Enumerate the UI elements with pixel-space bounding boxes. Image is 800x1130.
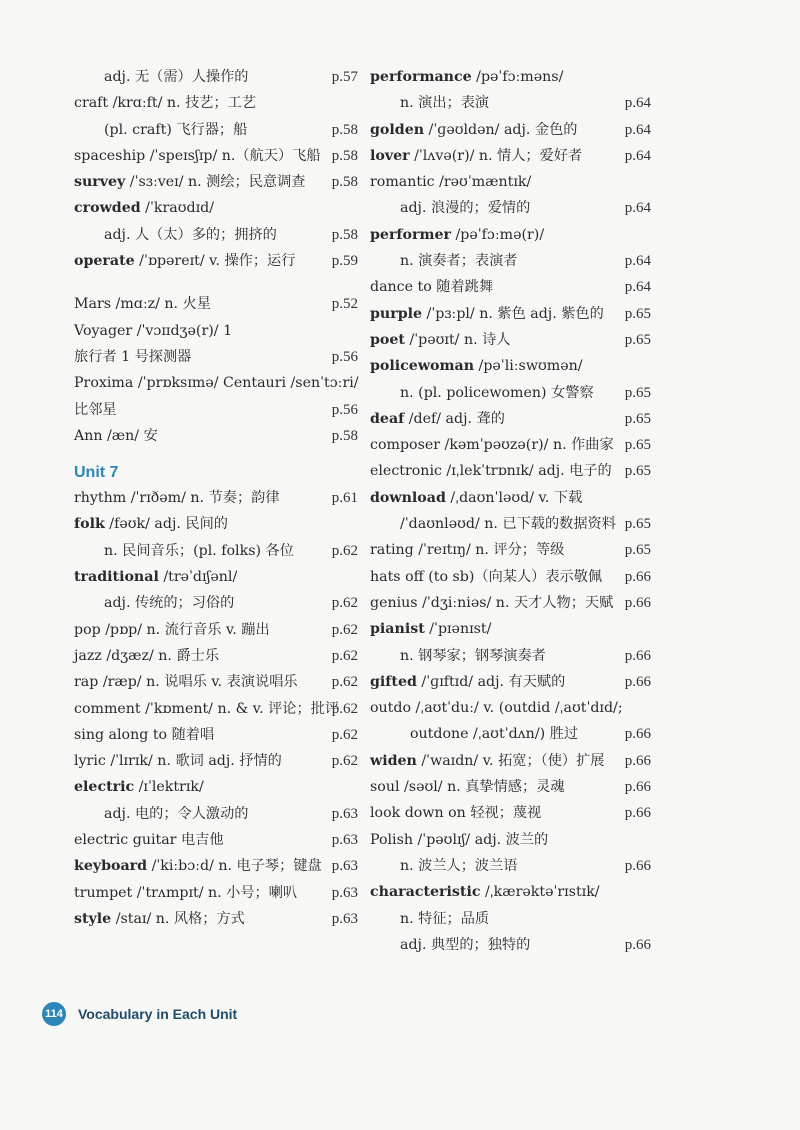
headword: performer [370,226,451,243]
page-reference: p.64 [624,121,651,138]
vocab-entry [74,248,358,274]
vocab-entry [370,274,650,300]
vocab-entry [74,801,358,827]
vocab-entry-text: n. 民间音乐；(pl. folks) 各位 [104,542,294,559]
vocab-entry-text: comment /ˈkɒment/ n. & v. 评论；批评 [74,700,340,717]
page-reference: p.65 [624,305,651,322]
page-reference: p.61 [331,490,358,507]
page-reference: p.66 [624,726,651,743]
vocab-entry [74,169,358,195]
vocab-entry [370,248,650,274]
vocab-entry [370,485,650,511]
page-reference: p.58 [331,226,358,243]
left-column [74,64,359,932]
page-reference: p.64 [624,200,651,217]
page-reference: p.58 [331,174,358,191]
vocab-entry [74,669,358,695]
page-reference: p.65 [624,437,651,454]
page-reference: p.59 [331,253,358,270]
vocab-entry [74,617,358,643]
page-reference: p.52 [331,296,358,313]
vocab-entry-text: look down on 轻视；蔑视 [370,805,542,822]
vocab-entry [74,117,358,143]
left-entry-list [74,64,359,449]
vocab-entry-text: performance /pəˈfɔːməns/ [370,69,564,85]
headword: purple [370,305,423,322]
vocab-entry-text: jazz /dʒæz/ n. 爵士乐 [74,647,220,664]
vocab-entry-text: adj. 浪漫的；爱情的 [400,200,531,217]
vocab-entry [370,169,650,195]
vocab-entry-text: widen /ˈwaɪdn/ v. 拓宽；（使）扩展 [370,752,605,769]
page-reference: p.62 [331,542,358,559]
vocab-entry [74,511,354,537]
vocab-entry [74,696,358,722]
vocab-entry [74,827,358,853]
vocab-entry-text: dance to 随着跳舞 [370,279,494,296]
vocab-entry [370,353,650,379]
vocab-entry-text: n. 钢琴家；钢琴演奏者 [400,647,546,664]
vocab-entry-text: adj. 无（需）人操作的 [104,69,249,85]
vocab-entry-text: 比邻星 [74,401,117,418]
vocab-entry [370,143,650,169]
headword: electric [74,779,135,796]
page-reference: p.64 [624,253,651,270]
vocab-entry [74,538,358,564]
headword: operate [74,253,135,270]
vocab-entry-text: Mars /mɑːz/ n. 火星 [74,296,211,313]
vocab-entry-text: lyric /ˈlɪrɪk/ n. 歌词 adj. 抒情的 [74,753,282,770]
page-reference: p.64 [624,147,651,164]
vocab-entry [370,827,650,853]
vocab-entry-text: trumpet /ˈtrʌmpɪt/ n. 小号；喇叭 [74,884,298,901]
vocab-entry-text: lover /ˈlʌvə(r)/ n. 情人；爱好者 [370,147,583,164]
vocab-entry [74,344,358,370]
vocab-entry-text: electric guitar 电吉他 [74,832,224,849]
vocab-entry [370,537,650,563]
headword: golden [370,121,425,138]
vocab-entry [370,458,650,484]
headword: folk [74,516,105,533]
vocab-entry-text: adj. 人（太）多的；拥挤的 [104,226,277,243]
page-reference: p.62 [331,621,358,638]
vocab-entry-text: policewoman /pəˈliːswʊmən/ [370,358,583,375]
vocab-entry-text: keyboard /ˈkiːbɔːd/ n. 电子琴；键盘 [74,858,322,875]
headword: policewoman [370,358,475,375]
vocab-entry-text: Polish /ˈpəʊlɪʃ/ adj. 波兰的 [370,831,549,848]
vocab-entry-text: spaceship /ˈspeɪsʃɪp/ n.（航天）飞船 [74,147,321,164]
headword: crowded [74,200,141,217]
page-number-badge: 114 [42,1002,66,1026]
vocab-entry [370,616,650,642]
vocab-entry [370,301,650,327]
vocab-entry [74,90,354,116]
page-reference: p.66 [624,594,651,611]
vocab-entry [74,397,358,423]
headword: keyboard [74,858,148,875]
vocab-entry-text: style /staɪ/ n. 风格；方式 [74,910,245,927]
vocab-entry [370,853,650,879]
vocab-entry [74,485,358,511]
footer-title: Vocabulary in Each Unit [78,1006,238,1022]
headword: style [74,910,112,927]
vocab-entry [74,370,359,396]
page-reference: p.63 [331,858,358,875]
headword: deaf [370,410,405,427]
page-reference: p.63 [331,805,358,822]
vocab-entry [74,748,358,774]
vocab-entry [370,721,650,747]
vocab-entry [370,590,650,616]
vocab-entry [370,195,650,221]
page-reference: p.66 [624,647,651,664]
vocab-entry-text: performer /pəˈfɔːmə(r)/ [370,226,545,243]
vocab-entry [370,432,650,458]
page-reference: p.62 [331,700,358,717]
vocab-entry-text: rating /ˈreɪtɪŋ/ n. 评分；等级 [370,542,565,559]
page-reference: p.62 [331,647,358,664]
headword: survey [74,174,126,191]
vocab-entry-text: (pl. craft) 飞行器；船 [104,121,248,138]
vocab-entry [370,64,650,90]
vocab-entry [370,380,650,406]
vocab-entry [370,748,650,774]
vocab-entry-text: adj. 传统的；习俗的 [104,595,235,612]
page-reference: p.65 [624,331,651,348]
page-reference: p.62 [331,753,358,770]
vocab-entry [74,64,358,90]
vocab-entry-text: Proxima /ˈprɒksɪmə/ Centauri /senˈtɔːri/ [74,375,359,392]
vocab-entry-text: craft /krɑːft/ n. 技艺；工艺 [74,95,257,112]
vocab-entry-text: deaf /def/ adj. 聋的 [370,410,505,427]
vocab-entry-text: composer /kəmˈpəʊzə(r)/ n. 作曲家 [370,437,614,454]
vocab-entry-text: rap /ræp/ n. 说唱乐 v. 表演说唱乐 [74,674,298,691]
vocab-entry [74,423,358,449]
page-reference: p.65 [624,542,651,559]
unit-7-entry-list [74,485,358,932]
page-reference: p.66 [624,805,651,822]
vocab-entry-text: adj. 电的；令人激动的 [104,805,249,822]
page-reference: p.62 [331,595,358,612]
page-reference: p.66 [624,857,651,874]
vocab-entry-text: download /ˌdaʊnˈləʊd/ v. 下载 [370,489,583,506]
vocab-entry-text: n. 演奏者；表演者 [400,253,518,270]
vocab-entry-text: n. 特征；品质 [400,910,490,927]
vocab-entry [370,906,650,932]
vocab-entry-text: Voyager /ˈvɔɪɪdʒə(r)/ 1 [74,322,233,339]
page-reference: p.56 [331,348,358,365]
page-reference: p.66 [624,779,651,796]
headword: download [370,489,446,506]
vocab-entry-text: Ann /æn/ 安 [74,427,158,444]
page-reference: p.58 [331,121,358,138]
page-reference: p.63 [331,884,358,901]
page-reference: p.64 [624,279,651,296]
vocab-entry-text: 旅行者 1 号探测器 [74,348,192,365]
vocab-entry [74,291,358,317]
vocab-entry [370,932,650,958]
vocab-entry-text: gifted /ˈɡɪftɪd/ adj. 有天赋的 [370,673,566,690]
vocab-entry [370,695,650,721]
vocab-entry-text: n. 演出；表演 [400,95,490,112]
vocab-entry [370,774,650,800]
vocab-entry [370,117,650,143]
vocab-entry-text: outdo /ˌaʊtˈduː/ v. (outdid /ˌaʊtˈdɪd/; [370,700,623,717]
vocab-entry [74,564,354,590]
vocab-entry-text: /ˈdaʊnləʊd/ n. 已下载的数据资料 [400,516,616,533]
vocab-entry [370,564,650,590]
vocab-entry-text: electric /ɪˈlektrɪk/ [74,779,204,796]
vocab-entry [74,774,354,800]
vocab-entry-text: characteristic /ˌkærəktəˈrɪstɪk/ [370,884,600,901]
page-reference: p.62 [331,674,358,691]
page-reference: p.65 [624,463,651,480]
vocab-entry [370,879,650,905]
vocab-entry [74,643,358,669]
vocab-entry [74,906,358,932]
vocab-entry-text: sing along to 随着唱 [74,726,215,743]
vocab-entry-text: crowded /ˈkraʊdɪd/ [74,200,214,217]
vocab-entry [370,222,650,248]
vocab-entry [370,643,650,669]
page-reference: p.66 [624,673,651,690]
vocab-entry [370,511,650,537]
page-reference: p.56 [331,401,358,418]
vocab-entry [74,222,358,248]
headword: pianist [370,621,425,638]
right-entry-list [370,64,650,958]
page-reference: p.66 [624,568,651,585]
vocab-entry [370,669,650,695]
page-reference: p.66 [624,752,651,769]
vocab-entry-text: n. (pl. policewomen) 女警察 [400,384,594,401]
vocab-entry [74,853,358,879]
vocab-entry [74,722,358,748]
vocab-entry-text: pianist /ˈpɪənɪst/ [370,621,492,638]
vocab-entry-text: traditional /trəˈdɪʃənl/ [74,569,238,586]
page-reference: p.58 [331,147,358,164]
headword: traditional [74,569,159,586]
page-reference: p.63 [331,910,358,927]
vocab-entry-text: electronic /ɪˌlekˈtrɒnɪk/ adj. 电子的 [370,463,612,480]
unit-heading: Unit 7 [74,464,119,482]
headword: performance [370,69,472,85]
vocab-entry [74,590,358,616]
page-reference: p.65 [624,384,651,401]
vocab-entry [74,143,358,169]
headword: widen [370,752,417,769]
vocab-entry [74,195,354,221]
page-reference: p.57 [331,69,358,85]
page-reference: p.65 [624,516,651,533]
headword: gifted [370,673,417,690]
vocab-entry [370,800,650,826]
vocab-entry [370,406,650,432]
vocab-entry [370,90,650,116]
vocab-entry [370,327,650,353]
page-reference: p.63 [331,832,358,849]
vocab-entry-text: adj. 典型的；独特的 [400,936,531,953]
page-reference: p.65 [624,410,651,427]
vocab-entry-text: purple /ˈpɜːpl/ n. 紫色 adj. 紫色的 [370,305,604,322]
vocab-entry-text: pop /pɒp/ n. 流行音乐 v. 蹦出 [74,621,270,638]
vocab-entry-text: outdone /ˌaʊtˈdʌn/) 胜过 [410,726,579,743]
page-reference: p.58 [331,427,358,444]
headword: characteristic [370,884,481,901]
vocab-entry-text: golden /ˈɡəʊldən/ adj. 金色的 [370,121,578,138]
vocab-entry-text: soul /səʊl/ n. 真挚情感；灵魂 [370,779,565,796]
vocab-entry-text: operate /ˈɒpəreɪt/ v. 操作；运行 [74,253,296,270]
headword: poet [370,331,405,348]
page-reference: p.62 [331,726,358,743]
right-column [370,64,650,958]
vocab-entry-text: n. 波兰人；波兰语 [400,857,518,874]
vocab-entry [74,880,358,906]
vocab-entry [74,318,354,344]
vocab-entry-text: folk /fəʊk/ adj. 民间的 [74,516,228,533]
vocab-entry-text: survey /ˈsɜːveɪ/ n. 测绘；民意调查 [74,174,306,191]
vocab-entry-text: poet /ˈpəʊɪt/ n. 诗人 [370,331,511,348]
page-reference: p.66 [624,936,651,953]
vocab-entry-text: romantic /rəʊˈmæntɪk/ [370,174,532,191]
page-reference: p.64 [624,95,651,112]
vocab-entry-text: genius /ˈdʒiːniəs/ n. 天才人物；天赋 [370,594,614,611]
headword: lover [370,147,410,164]
vocab-entry-text: rhythm /ˈrɪðəm/ n. 节奏；韵律 [74,490,280,507]
vocab-entry-text: hats off (to sb)（向某人）表示敬佩 [370,568,603,585]
